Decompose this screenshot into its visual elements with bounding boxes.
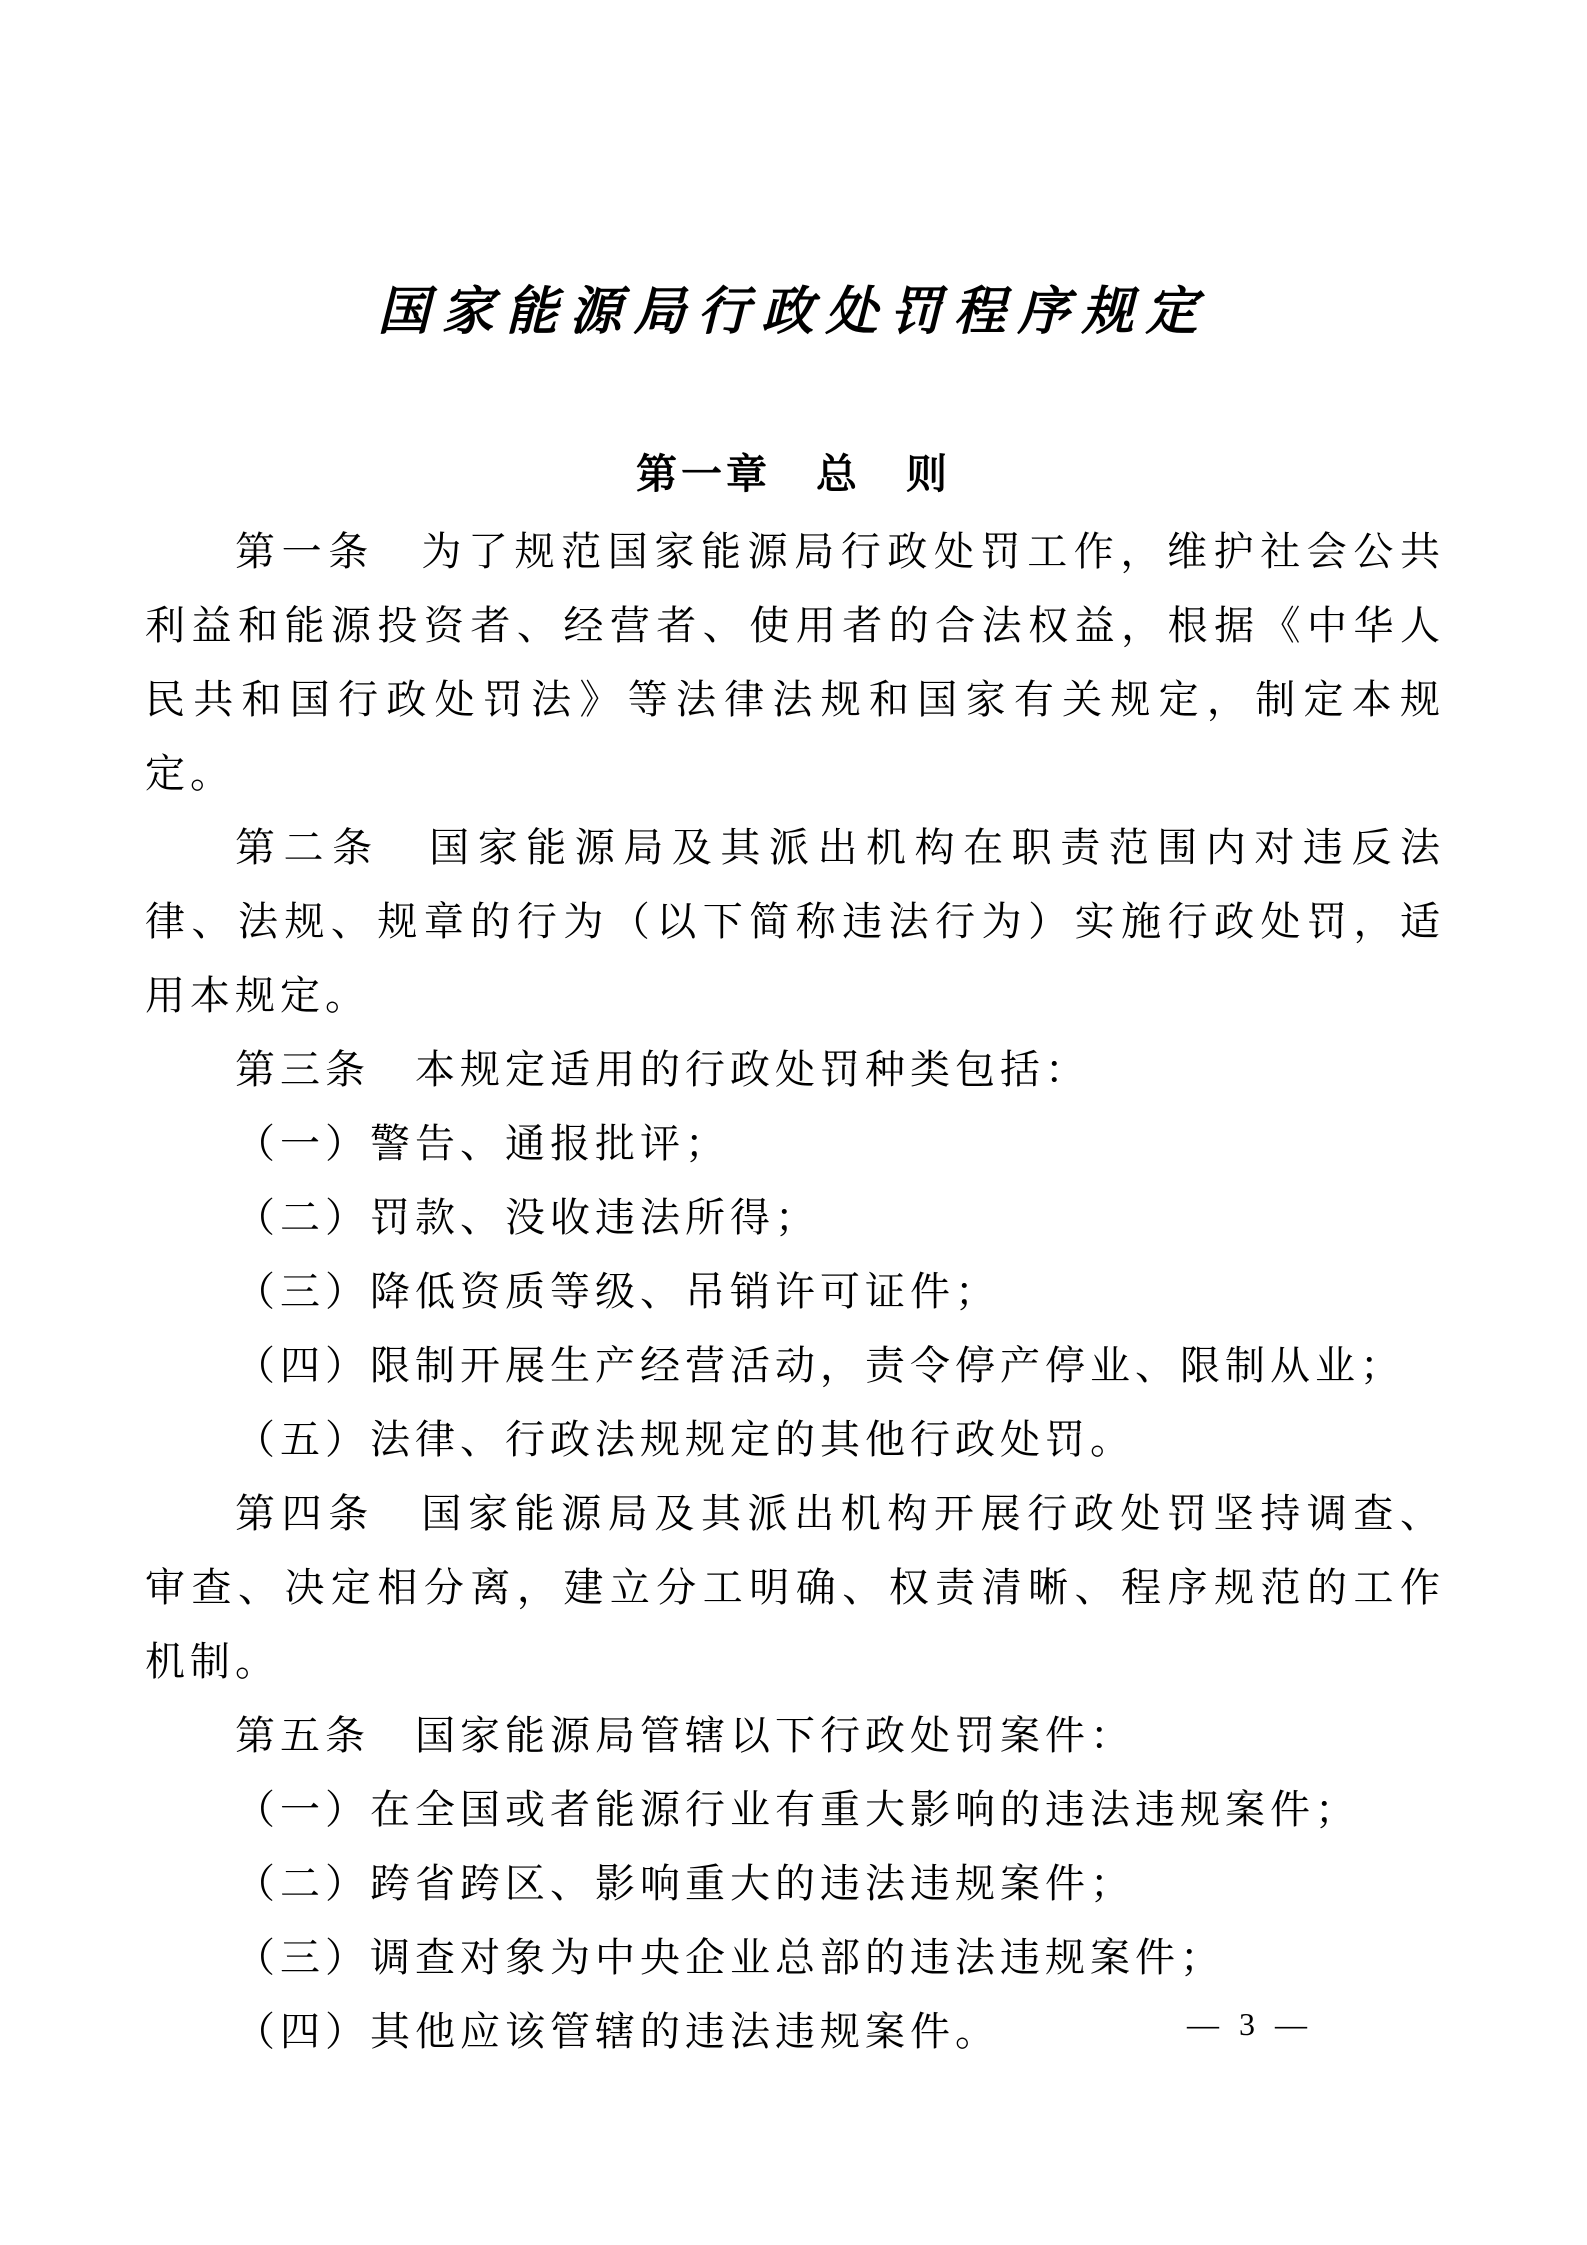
- document-title: 国家能源局行政处罚程序规定: [377, 282, 1210, 342]
- list-item-article-5-3: （三）调查对象为中央企业总部的违法违规案件；: [235, 1936, 1225, 1980]
- paragraph-article-1: 第一条 为了规范国家能源局行政处罚工作，维护社会公共利益和能源投资者、经营者、使用者的合法权益，根据《中华人民共和国行政处罚法》等法律法规和国家有关规定，制定本规定。: [145, 530, 1445, 796]
- page-number: — 3 —: [1187, 2006, 1313, 2042]
- paragraph-article-2: 第二条 国家能源局及其派出机构在职责范围内对违反法律、法规、规章的行为（以下简称违法行为）实施行政处罚，适用本规定。: [145, 826, 1445, 1018]
- list-item-article-3-1: （一）警告、通报批评；: [235, 1122, 730, 1166]
- list-item-article-3-3: （三）降低资质等级、吊销许可证件；: [235, 1270, 1000, 1314]
- list-item-article-3-5: （五）法律、行政法规规定的其他行政处罚。: [235, 1418, 1135, 1462]
- paragraph-article-5: 第五条 国家能源局管辖以下行政处罚案件：: [235, 1714, 1135, 1758]
- paragraph-article-3: 第三条 本规定适用的行政处罚种类包括：: [235, 1048, 1090, 1092]
- document-body: [145, 515, 1445, 2069]
- list-item-article-5-2: （二）跨省跨区、影响重大的违法违规案件；: [235, 1862, 1135, 1906]
- chapter-heading: 第一章 总 则: [636, 451, 951, 497]
- paragraph-article-4: 第四条 国家能源局及其派出机构开展行政处罚坚持调查、审查、决定相分离，建立分工明确、权责清晰、程序规范的工作机制。: [145, 1492, 1445, 1684]
- list-item-article-3-2: （二）罚款、没收违法所得；: [235, 1196, 820, 1240]
- list-item-article-5-4: （四）其他应该管辖的违法违规案件。: [235, 2010, 1000, 2054]
- list-item-article-3-4: （四）限制开展生产经营活动，责令停产停业、限制从业；: [235, 1344, 1405, 1388]
- list-item-article-5-1: （一）在全国或者能源行业有重大影响的违法违规案件；: [235, 1788, 1360, 1832]
